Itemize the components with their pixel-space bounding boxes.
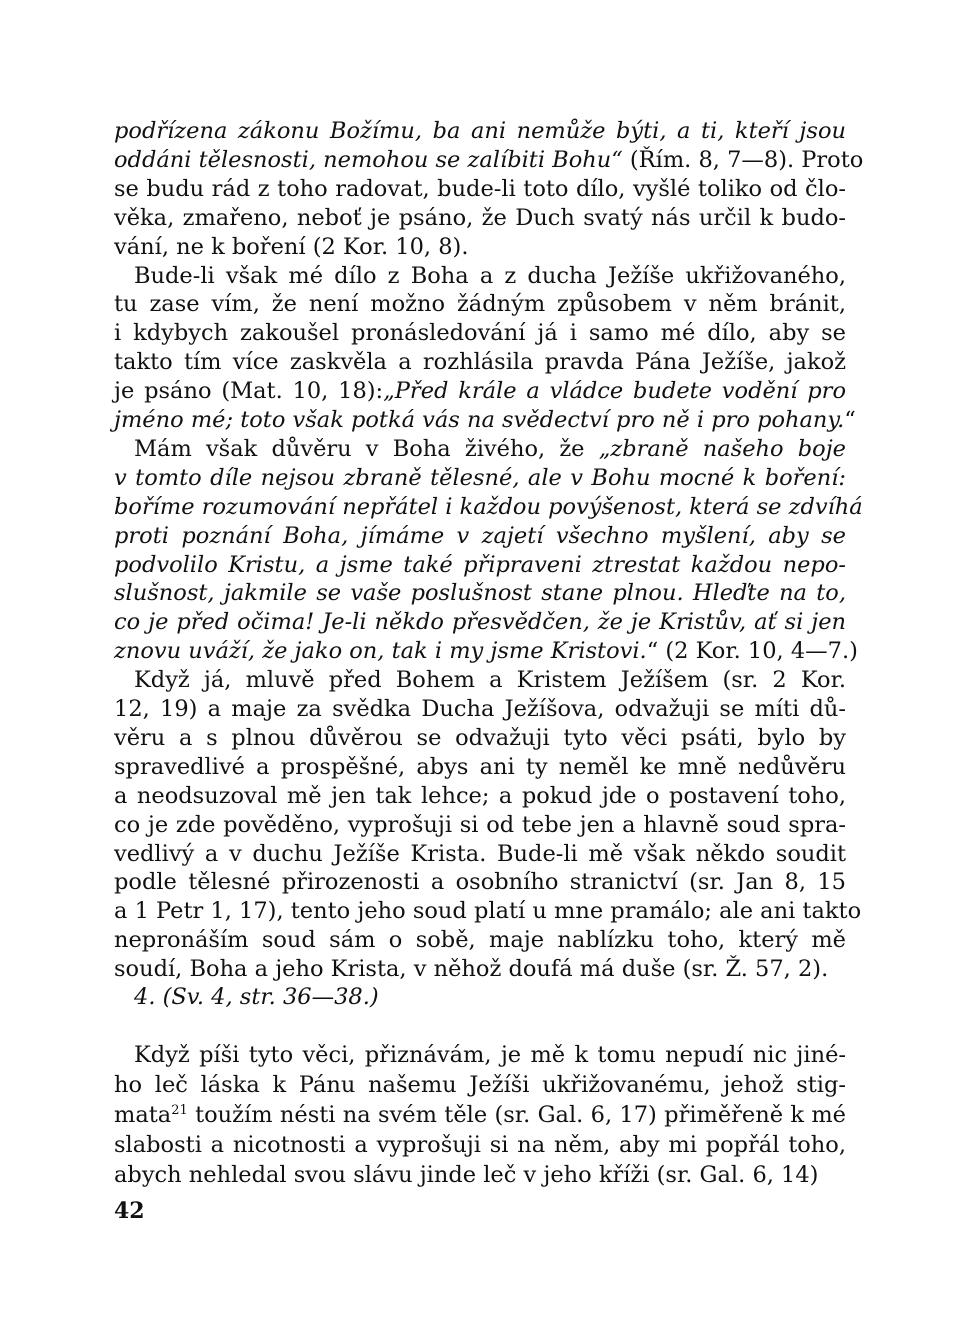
text-line [114, 1160, 846, 1190]
text-segment: Když já, mluvě před Bohem a Kristem Ježíšem (sr. 2 Kor. [134, 667, 846, 694]
text-segment: Bude-li však mé dílo z Boha a z ducha Ježíše ukřižovaného, [134, 262, 846, 289]
text-segment: abych nehledal svou slávu jinde leč v jeho kříži (sr. Gal. 6, 14) [114, 1162, 819, 1188]
text-segment: znovu uváží, že jako on, tak i my jsme Kristovi. [114, 638, 647, 665]
text-line [114, 925, 846, 955]
text-line [114, 723, 846, 753]
text-segment: mata [114, 1102, 172, 1128]
text-line [114, 116, 846, 146]
text-segment: oddáni tělesnosti, nemohou se zalíbiti Bohu“ [114, 146, 623, 173]
text-segment: věru a s plnou důvěrou se odvažuji tyto věci psáti, bylo by [114, 724, 846, 751]
text-segment: 12, 19) a maje za svědka Ducha Ježíšova, odvažuji se míti dů- [114, 696, 846, 722]
text-line [114, 521, 846, 551]
text-line [114, 463, 846, 493]
text-segment: a 1 Petr 1, 17), tento jeho soud platí u mne pramálo; ale ani takto [114, 898, 862, 925]
text-segment: toužím nésti na svém těle (sr. Gal. 6, 17) přiměřeně k mé [187, 1102, 846, 1128]
text-line [114, 781, 846, 811]
text-line [114, 405, 856, 435]
text-line [114, 607, 846, 637]
text-line [114, 1070, 846, 1100]
text-segment: soudí, Boha a jeho Krista, v něhož doufá má duše (sr. Ž. 57, 2). [114, 956, 829, 983]
text-segment: je psáno (Mat. 10, 18): [114, 378, 384, 405]
text-line [114, 578, 846, 608]
text-line [134, 261, 846, 291]
text-segment: Mám však důvěru v Boha živého, že [134, 435, 599, 462]
text-segment: Když píši tyto věci, přiznávám, je mě k tomu nepudí nic jiné- [134, 1042, 846, 1068]
text-segment: ho leč láska k Pánu našemu Ježíši ukřižovanému, jehož stig- [114, 1072, 846, 1098]
text-segment: v tomto díle nejsou zbraně tělesné, ale v Bohu mocné k boření: [114, 464, 846, 491]
text-segment: “ (2 Kor. 10, 4—7.) [646, 638, 858, 665]
text-line [114, 636, 858, 666]
text-line [134, 665, 846, 695]
text-line [134, 434, 846, 464]
text-segment: proti poznání Boha, jímáme v zajetí všechno myšlení, aby se [114, 522, 846, 549]
footnote-ref: 21 [171, 1103, 188, 1118]
text-segment: slabosti a nicotnosti a vyprošuji si na něm, aby mi popřál toho, [114, 1132, 846, 1158]
text-line [114, 954, 846, 984]
text-line [114, 232, 846, 262]
text-segment: vání, ne k boření (2 Kor. 10, 8). [114, 233, 469, 260]
text-segment: spravedlivé a prospěšné, abys ani ty neměl ke mně nedůvěru [114, 753, 846, 780]
text-segment: a neodsuzoval mě jen tak lehce; a pokud jde o postavení toho, [114, 782, 846, 809]
text-segment: věka, zmařeno, neboť je psáno, že Duch svatý nás určil k budo- [114, 204, 846, 231]
text-segment: jméno mé; toto však potká vás na svědectví pro ně i pro pohany. [114, 407, 845, 433]
text-line [114, 203, 846, 233]
text-line [114, 318, 846, 348]
text-segment: co je před očima! Je-li někdo přesvědčen, že je Kristův, ať si jen [114, 609, 846, 636]
text-segment: boříme rozumování nepřátel i každou povýšenost, která se zdvíhá [114, 493, 863, 520]
text-segment: (Řím. 8, 7—8). Proto [622, 146, 864, 173]
text-segment: i kdybych zakoušel pronásledování já i samo mé dílo, aby se [114, 320, 846, 347]
text-line [114, 347, 846, 377]
text-segment: „Před krále a vládce budete vodění pro [383, 378, 846, 405]
text-segment: podřízena zákonu Božímu, ba ani nemůže býti, a ti, kteří jsou [114, 118, 846, 144]
text-segment: se budu rád z toho radovat, bude-li toto dílo, vyšlé toliko od člo- [114, 175, 846, 202]
text-segment: vedlivý a v duchu Ježíše Krista. Bude-li mě však někdo soudit [114, 840, 846, 867]
text-segment: co je zde pověděno, vyprošuji si od tebe jen a hlavně soud spra- [114, 811, 846, 838]
text-line [114, 1130, 846, 1160]
text-segment: slušnost, jakmile se vaše poslušnost stane plnou. Hleďte na to, [114, 580, 846, 607]
text-line [114, 867, 846, 897]
text-line [134, 1040, 846, 1070]
text-segment: „zbraně našeho boje [598, 435, 846, 462]
text-segment: podle tělesné přirozenosti a osobního stranictví (sr. Jan 8, 15 [114, 869, 846, 896]
text-line [114, 289, 846, 319]
text-line [114, 896, 862, 926]
text-segment: “ [844, 407, 856, 433]
text-line [114, 492, 863, 522]
text-line [114, 1100, 846, 1130]
text-line [114, 694, 846, 724]
section-heading: 4. (Sv. 4, str. 36—38.) [134, 984, 379, 1010]
text-line [114, 810, 846, 840]
text-segment: podvolilo Kristu, a jsme také připraveni ztrestat každou nepo- [114, 551, 846, 578]
text-line [114, 550, 846, 580]
text-line [114, 174, 846, 204]
text-segment: tu zase vím, že není možno žádným způsobem v něm bránit, [114, 291, 846, 318]
text-line [114, 376, 846, 406]
text-line [114, 752, 846, 782]
page-number: 42 [114, 1198, 145, 1224]
text-line [114, 839, 846, 869]
text-segment: takto tím více zaskvěla a rozhlásila pravda Pána Ježíše, jakož [114, 349, 846, 376]
text-segment: nepronáším soud sám o sobě, maje nablízku toho, který mě [114, 927, 846, 954]
text-line [114, 145, 864, 175]
